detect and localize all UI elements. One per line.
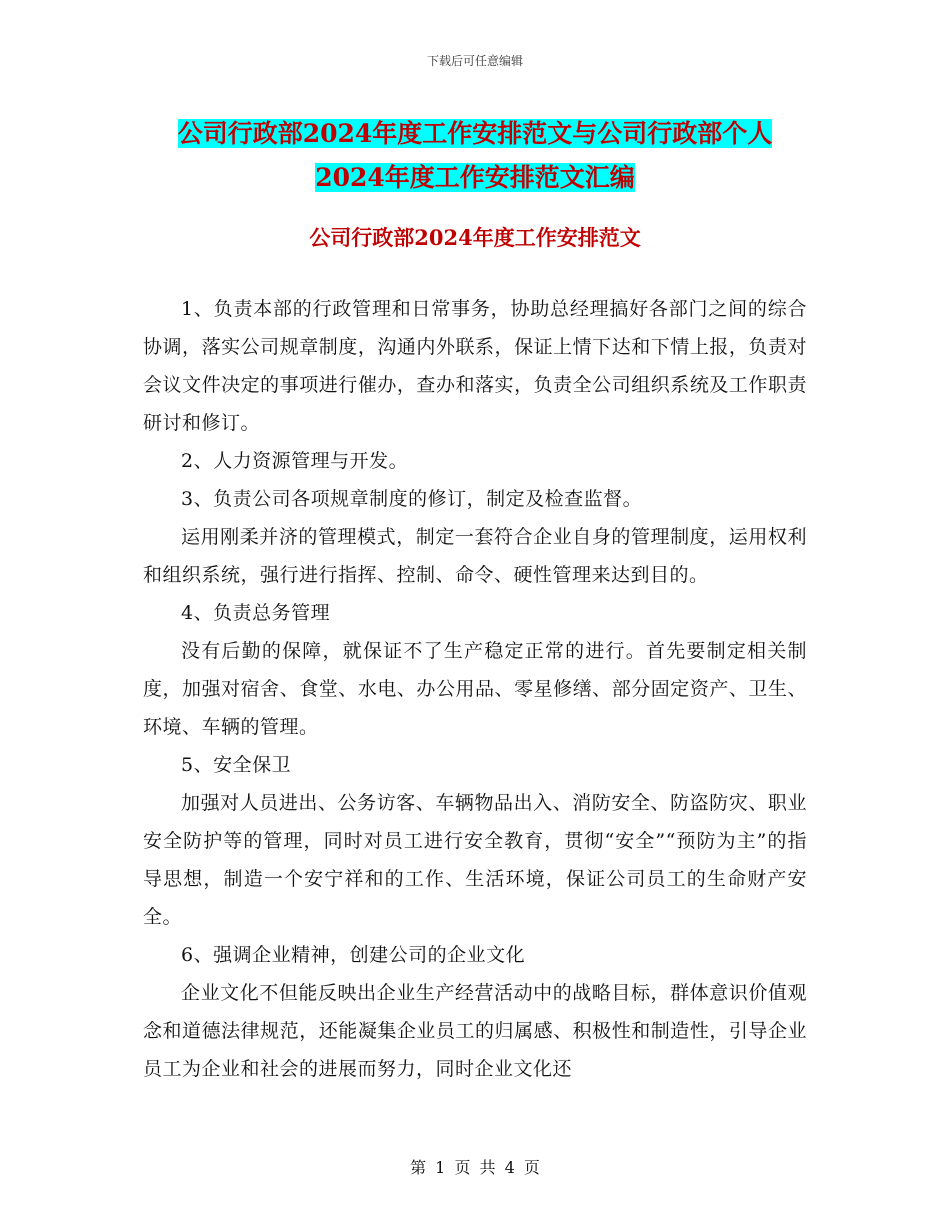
paragraph: 4、负责总务管理 (181, 602, 331, 624)
document-title (140, 112, 810, 200)
paragraph: 6、强调企业精神，创建公司的企业文化 (181, 944, 526, 966)
title-line-2: 2024年度工作安排范文汇编 (315, 163, 635, 192)
page-number-footer: 第 1 页 共 4 页 (410, 1158, 540, 1177)
paragraph: 没有后勤的保障，就保证不了生产稳定正常的进行。首先要制定相关制度，加强对宿舍、食堂、水电、办公用品、零星修缮、部分固定资产、卫生、环境、车辆的管理。 (143, 640, 807, 738)
paragraph: 1、负责本部的行政管理和日常事务，协助总经理搞好各部门之间的综合协调，落实公司规章制度，沟通内外联系，保证上情下达和下情上报，负责对会议文件决定的事项进行催办，查办和落实，负责全公司组织系统及工作职责研讨和修订。 (143, 298, 807, 434)
paragraph: 加强对人员进出、公务访客、车辆物品出入、消防安全、防盗防灾、职业安全防护等的管理，同时对员工进行安全教育，贯彻“安全”“预防为主”的指导思想，制造一个安宁祥和的工作、生活环境，保证公司员工的生命财产安全。 (143, 792, 807, 928)
paragraph: 3、负责公司各项规章制度的修订，制定及检查监督。 (181, 488, 643, 510)
header-note: 下载后可任意编辑 (426, 54, 523, 68)
title-line-1: 公司行政部2024年度工作安排范文与公司行政部个人 (177, 119, 773, 148)
section-title: 公司行政部2024年度工作安排范文 (309, 225, 641, 250)
paragraph: 企业文化不但能反映出企业生产经营活动中的战略目标，群体意识价值观念和道德法律规范，还能凝集企业员工的归属感、积极性和制造性，引导企业员工为企业和社会的进展而努力，同时企业文化还 (143, 982, 807, 1080)
paragraph: 运用刚柔并济的管理模式，制定一套符合企业自身的管理制度，运用权利和组织系统，强行进行指挥、控制、命令、硬性管理来达到目的。 (143, 526, 807, 586)
document-body (143, 290, 807, 1088)
paragraph: 2、人力资源管理与开发。 (181, 450, 409, 472)
paragraph: 5、安全保卫 (181, 754, 292, 776)
